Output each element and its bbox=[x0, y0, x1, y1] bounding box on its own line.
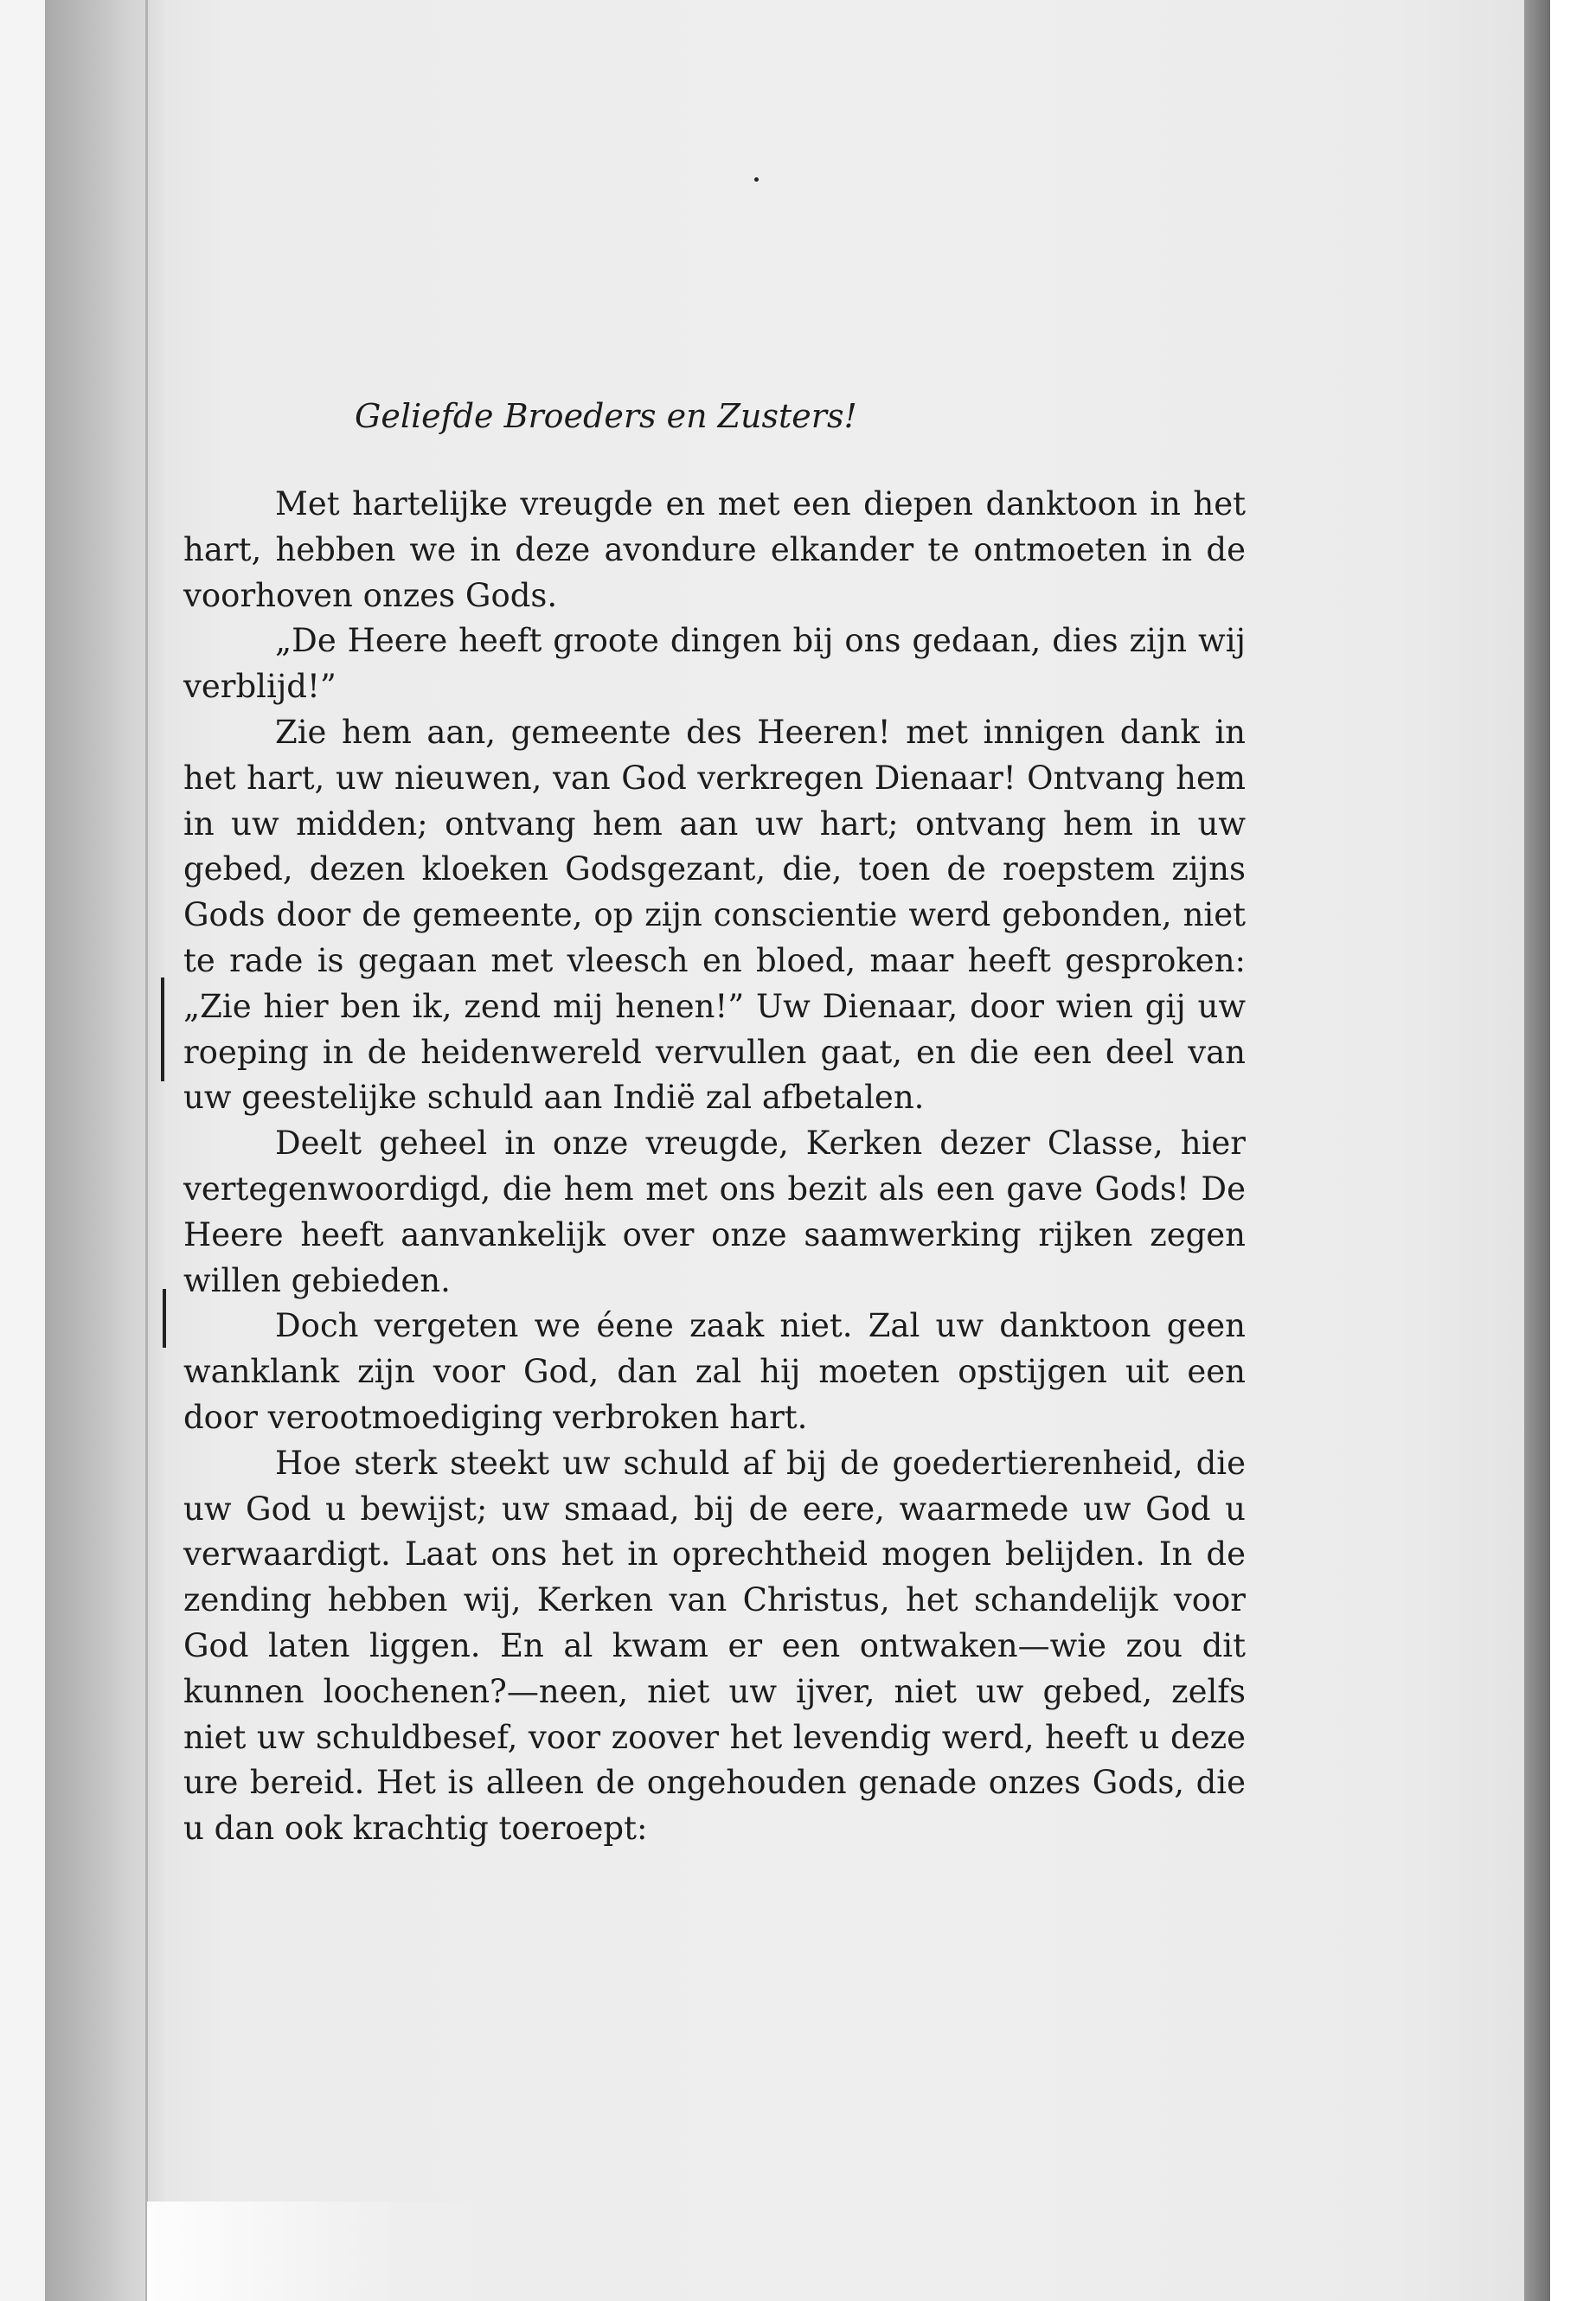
paragraph: Hoe sterk steekt uw schuld af bij de goedertierenheid, die uw God u bewijst; uw smaad, bij de eere, waarmede uw God u verwaardigt. Laat ons het in oprechtheid mogen belijden. In de zending hebben wij, Kerken van Christus, het schandelijk voor God laten liggen. En al kwam er een ontwaken—wie zou dit kunnen loochenen?—neen, niet uw ijver, niet uw gebed, zelfs niet uw schuldbesef, voor zoover het levendig werd, heeft u deze ure bereid. Het is alleen de ongehouden genade onzes Gods, die u dan ook krachtig toeroept: bbox=[183, 1444, 1246, 1848]
scanner-left-margin bbox=[0, 0, 45, 2301]
paragraph: Deelt geheel in onze vreugde, Kerken dezer Classe, hier vertegenwoordigd, die hem met ons bezit als een gave Gods! De Heere heeft aanvankelijk over onze saamwerking rijken zegen willen gebieden. bbox=[183, 1125, 1246, 1299]
paragraph: Doch vergeten we éene zaak niet. Zal uw danktoon geen wanklank zijn voor God, dan zal hij moeten opstijgen uit een door verootmoediging verbroken hart. bbox=[183, 1307, 1246, 1436]
binding-gutter-line bbox=[145, 0, 148, 2301]
page-edge-shadow bbox=[1524, 0, 1550, 2301]
paragraph: „De Heere heeft groote dingen bij ons gedaan, dies zijn wij verblijd!” bbox=[183, 622, 1246, 706]
salutation-heading: Geliefde Broeders en Zusters! bbox=[355, 397, 857, 435]
scan-light-smear bbox=[147, 2202, 510, 2301]
margin-mark bbox=[161, 977, 164, 1081]
paragraph: Zie hem aan, gemeente des Heeren! met innigen dank in het hart, uw nieuwen, van God verkregen Dienaar! Ontvang hem in uw midden; ontvang hem aan uw hart; ontvang hem in uw gebed, dezen kloeken Godsgezant, die, toen de roepstem zijns Gods door de gemeente, op zijn conscientie werd gebonden, niet te rade is gegaan met vleesch en bloed, maar heeft gesproken: „Zie hier ben ik, zend mij henen!” Uw Dienaar, door wien gij uw roeping in de heidenwereld vervullen gaat, en die een deel van uw geestelijke schuld aan Indië zal afbetalen. bbox=[183, 713, 1246, 1117]
paragraph: Met hartelijke vreugde en met een diepen danktoon in het hart, hebben we in deze avondure elkander te ontmoeten in de voorhoven onzes Gods. bbox=[183, 485, 1246, 614]
page-text bbox=[183, 394, 1246, 1852]
scanner-right-margin bbox=[1550, 0, 1596, 2301]
margin-mark bbox=[754, 177, 759, 182]
margin-mark bbox=[163, 1289, 166, 1348]
binding-gutter-shadow bbox=[45, 0, 166, 2301]
